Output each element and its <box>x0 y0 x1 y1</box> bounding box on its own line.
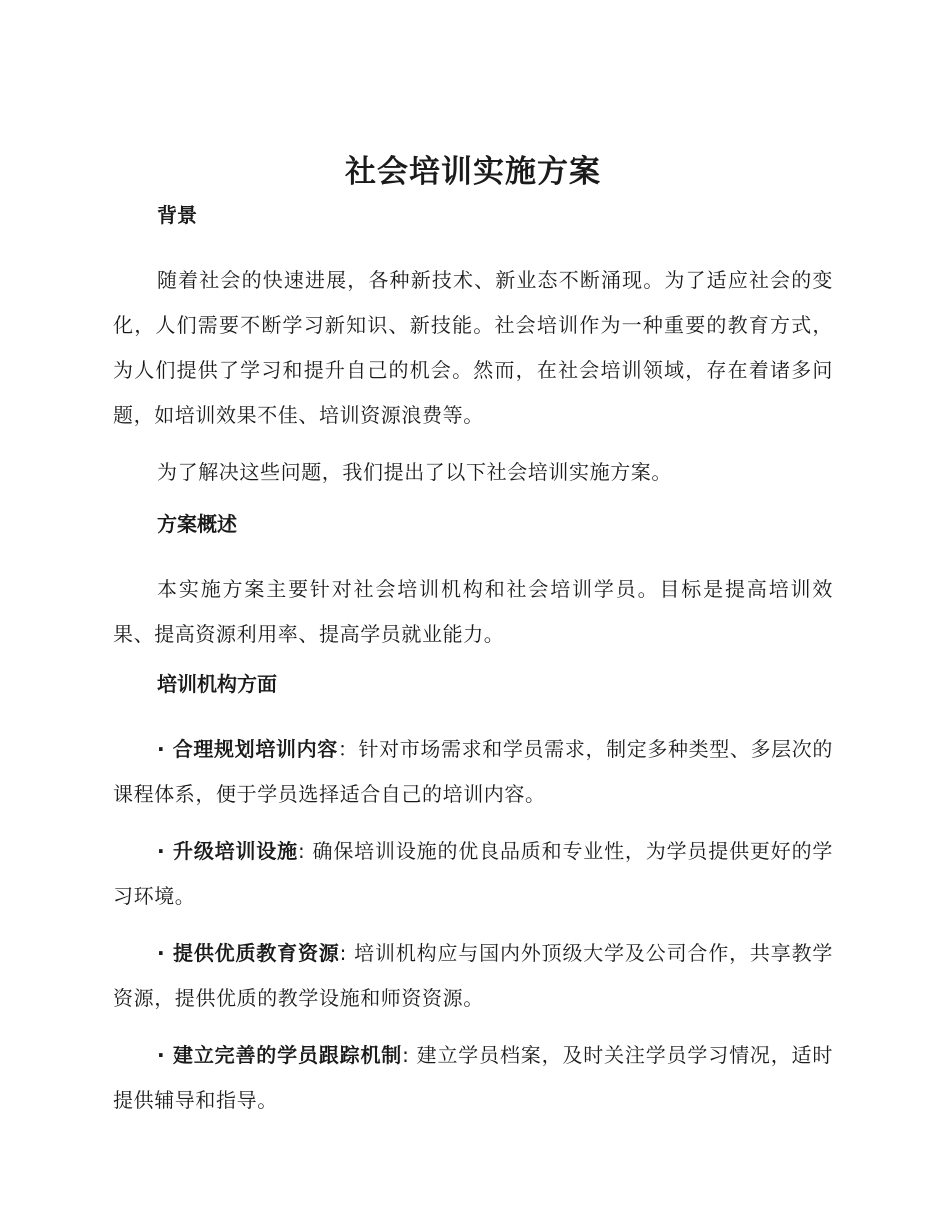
document-page <box>113 150 833 1135</box>
bullet-separator: : <box>402 1043 417 1067</box>
background-paragraph-1: 随着社会的快速进展，各种新技术、新业态不断涌现。为了适应社会的变化，人们需要不断学习新知识、新技能。社会培训作为一种重要的教育方式，为人们提供了学习和提升自己的机会。然而，在社会培训领域，存在着诸多问题，如培训效果不佳、培训资源浪费等。 <box>113 268 833 427</box>
section-heading-institution: 培训机构方面 <box>157 672 277 696</box>
bullet-item <box>113 727 833 817</box>
bullet-term: · 升级培训设施 <box>157 839 298 863</box>
bullet-term: · 合理规划培训内容 <box>157 737 338 761</box>
bullet-text: 建立学员档案，及时关注学员学习情况，适时提供辅导和指导。 <box>113 1043 833 1112</box>
bullet-text: 培训机构应与国内外顶级大学及公司合作，共享教学资源，提供优质的教学设施和师资资源。 <box>113 941 833 1010</box>
section-heading-background: 背景 <box>157 203 197 227</box>
document-title: 社会培训实施方案 <box>345 154 601 190</box>
bullet-text: 针对市场需求和学员需求，制定多种类型、多层次的课程体系，便于学员选择适合自己的培训内容。 <box>113 737 833 806</box>
bullet-separator: : <box>339 941 355 965</box>
bullet-term: · 建立完善的学员跟踪机制 <box>157 1043 403 1067</box>
bullet-term: · 提供优质教育资源 <box>157 941 340 965</box>
background-paragraph-2: 为了解决这些问题，我们提出了以下社会培训实施方案。 <box>157 460 672 484</box>
bullet-item <box>113 1033 833 1123</box>
bullet-text: 确保培训设施的优良品质和专业性，为学员提供更好的学习环境。 <box>113 839 833 908</box>
bullet-item <box>113 931 833 1021</box>
bullet-separator: : <box>297 839 313 863</box>
bullet-separator: ： <box>337 737 359 761</box>
overview-paragraph-1: 本实施方案主要针对社会培训机构和社会培训学员。目标是提高培训效果、提高资源利用率、提高学员就业能力。 <box>113 577 833 646</box>
bullet-item <box>113 829 833 919</box>
section-heading-overview: 方案概述 <box>157 512 237 536</box>
